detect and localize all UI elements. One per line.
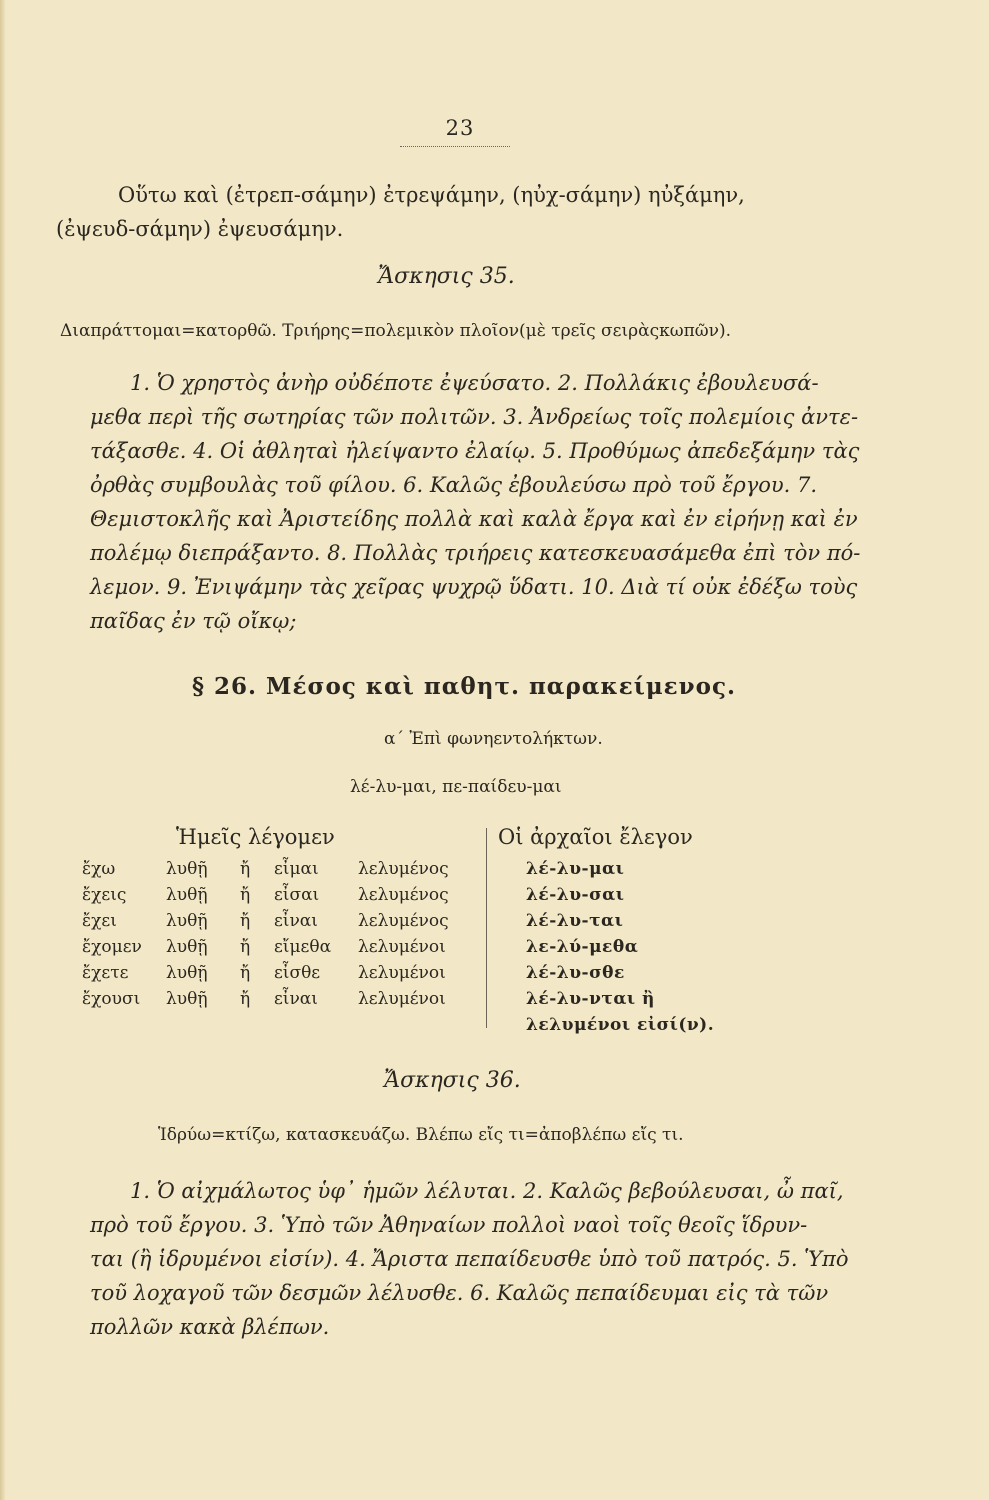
intro-line-2: (ἐψευδ-σάμην) ἐψευσάμην. — [56, 217, 344, 241]
exercise-35-line: ὀρθὰς συμβουλὰς τοῦ φίλου. 6. Καλῶς ἐβουλεύσω πρὸ τοῦ ἔργου. 7. — [90, 473, 818, 497]
exercise-36-line: πρὸ τοῦ ἔργου. 3. Ὑπὸ τῶν Ἀθηναίων πολλοὶ ναοὶ τοῖς θεοῖς ἵδρυν- — [90, 1213, 808, 1237]
table-cell: εἴμεθα — [274, 937, 332, 957]
table-cell: λυθῇ — [166, 859, 208, 879]
section-26-title: § 26. Μέσος καὶ παθητ. παρακείμενος. — [192, 673, 736, 700]
table-cell: ἔχεις — [82, 885, 127, 905]
table-cell-ancient: λέ-λυ-μαι — [526, 859, 625, 879]
exercise-35-title: Ἄσκησις 35. — [378, 264, 515, 289]
table-cell-ancient: λέ-λυ-νται ἢ — [526, 989, 655, 1009]
table-cell: ἤ — [240, 885, 251, 905]
section-26-example: λέ-λυ-μαι, πε-παίδευ-μαι — [350, 777, 562, 797]
exercise-35-vocab: Διαπράττομαι=κατορθῶ. Τριήρης=πολεμικὸν πλοῖον(μὲ τρεῖς σειρὰςκωπῶν). — [60, 321, 732, 341]
exercise-35-line: λεμον. 9. Ἐνιψάμην τὰς χεῖρας ψυχρῷ ὕδατι. 10. Διὰ τί οὐκ ἐδέξω τοὺς — [90, 575, 858, 599]
table-right-header: Οἱ ἀρχαῖοι ἔλεγον — [498, 825, 693, 849]
table-cell: λελυμένοι — [358, 963, 446, 983]
table-cell: λελυμένοι — [358, 989, 446, 1009]
table-cell: λελυμένος — [358, 911, 449, 931]
table-cell-ancient-continuation: λελυμένοι εἰσί(ν). — [526, 1015, 715, 1035]
exercise-35-line: Θεμιστοκλῆς καὶ Ἀριστείδης πολλὰ καὶ καλὰ ἔργα καὶ ἐν εἰρήνῃ καὶ ἐν — [90, 507, 858, 531]
exercise-36-title: Ἄσκησις 36. — [384, 1068, 521, 1093]
table-divider — [486, 828, 487, 1028]
table-cell: λυθῇ — [166, 989, 208, 1009]
page-spine-shadow — [0, 0, 6, 1500]
table-cell: ἔχετε — [82, 963, 129, 983]
table-cell: ἤ — [240, 911, 251, 931]
table-cell: ἤ — [240, 859, 251, 879]
table-cell: λελυμένος — [358, 885, 449, 905]
table-cell: λυθῇ — [166, 911, 208, 931]
table-cell-ancient: λέ-λυ-σθε — [526, 963, 625, 983]
exercise-35-line: πολέμῳ διεπράξαντο. 8. Πολλὰς τριήρεις κατεσκευασάμεθα ἐπὶ τὸν πό- — [90, 541, 861, 565]
table-cell: λελυμένοι — [358, 937, 446, 957]
table-cell-ancient: λέ-λυ-ται — [526, 911, 624, 931]
table-cell: ἤ — [240, 937, 251, 957]
intro-line-1: Οὕτω καὶ (ἐτρεπ-σάμην) ἐτρεψάμην, (ηὐχ-σάμην) ηὐξάμην, — [118, 183, 745, 207]
table-left-header: Ἡμεῖς λέγομεν — [176, 825, 335, 849]
exercise-35-line: τάξασθε. 4. Οἱ ἀθληταὶ ἠλείψαντο ἐλαίῳ. 5. Προθύμως ἀπεδεξάμην τὰς — [90, 439, 860, 463]
exercise-35-line: παῖδας ἐν τῷ οἴκῳ; — [90, 609, 297, 633]
exercise-35-line: μεθα περὶ τῆς σωτηρίας τῶν πολιτῶν. 3. Ἀνδρείως τοῖς πολεμίοις ἀντε- — [90, 405, 859, 429]
table-cell: ἔχουσι — [82, 989, 141, 1009]
table-cell: εἶναι — [274, 989, 318, 1009]
table-cell-ancient: λέ-λυ-σαι — [526, 885, 625, 905]
table-cell: εἶσθε — [274, 963, 321, 983]
exercise-36-line: ται (ἢ ἱδρυμένοι εἰσίν). 4. Ἄριστα πεπαίδευσθε ὑπὸ τοῦ πατρός. 5. Ὑπὸ — [90, 1247, 849, 1271]
exercise-36-line: τοῦ λοχαγοῦ τῶν δεσμῶν λέλυσθε. 6. Καλῶς πεπαίδευμαι εἰς τὰ τῶν — [90, 1281, 829, 1305]
table-cell: ἔχω — [82, 859, 116, 879]
table-cell: ἔχει — [82, 911, 117, 931]
page-number: 23 — [445, 116, 475, 140]
page-number-rule — [400, 146, 510, 147]
table-cell: ἤ — [240, 989, 251, 1009]
table-cell: λυθῇ — [166, 963, 208, 983]
table-cell: εἶναι — [274, 911, 318, 931]
table-cell: λυθῇ — [166, 885, 208, 905]
table-cell: ἤ — [240, 963, 251, 983]
exercise-36-line: πολλῶν κακὰ βλέπων. — [90, 1315, 330, 1339]
table-cell: εἶσαι — [274, 885, 320, 905]
table-cell-ancient: λε-λύ-μεθα — [526, 937, 639, 957]
exercise-36-line: 1. Ὁ αἰχμάλωτος ὑφ᾽ ἡμῶν λέλυται. 2. Καλῶς βεβούλευσαι, ὦ παῖ, — [130, 1179, 844, 1203]
table-cell: λελυμένος — [358, 859, 449, 879]
table-cell: ἔχομεν — [82, 937, 142, 957]
exercise-35-line: 1. Ὁ χρηστὸς ἀνὴρ οὐδέποτε ἐψεύσατο. 2. Πολλάκις ἐβουλευσά- — [130, 371, 819, 395]
table-cell: εἶμαι — [274, 859, 319, 879]
exercise-36-vocab: Ἱδρύω=κτίζω, κατασκευάζω. Βλέπω εἴς τι=ἀποβλέπω εἴς τι. — [158, 1125, 684, 1145]
table-cell: λυθῇ — [166, 937, 208, 957]
section-26-subtitle: α΄ Ἐπὶ φωνηεντολήκτων. — [384, 729, 603, 749]
